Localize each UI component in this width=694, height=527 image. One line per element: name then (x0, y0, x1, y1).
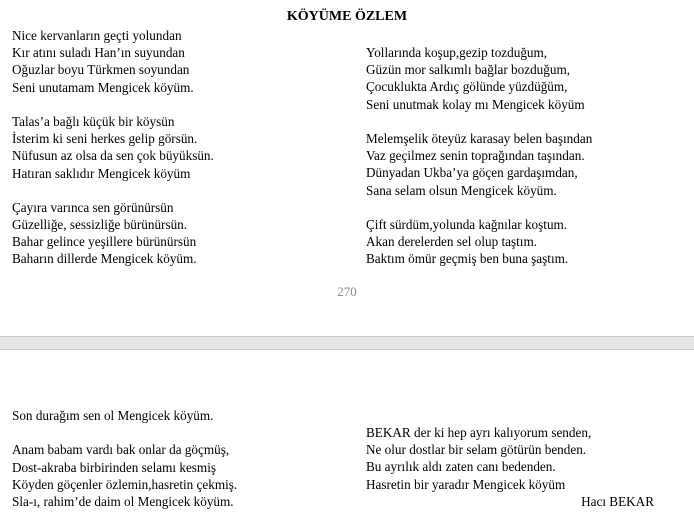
stanza-3 (12, 199, 214, 268)
verse-line: Kır atını suladı Han’ın suyundan (12, 45, 185, 61)
verse-line: Bahar gelince yeşillere bürünürsün (12, 234, 197, 250)
stanza-5 (366, 130, 592, 199)
verse-line: Yollarında koşup,gezip tozduğum, (366, 45, 548, 60)
verse-line: Dost-akraba birbirinden selamı kesmiş (12, 459, 216, 475)
verse-line: Vaz geçilmez senin toprağından taşından. (366, 148, 585, 164)
poem-title: KÖYÜME ÖZLEM (286, 9, 408, 24)
stanza-6 (366, 216, 592, 268)
verse-line: Çayıra varınca sen görünürsün (12, 199, 174, 215)
verse-line: Güzün mor salkımlı bağlar bozduğum, (366, 62, 571, 78)
verse-line: Hasretin bir yaradır Mengicek köyüm (366, 476, 566, 492)
verse-line: Baktım ömür geçmiş ben buna şaştım. (366, 251, 569, 267)
stanza-2 (12, 113, 214, 182)
stanza-7-end (12, 407, 237, 424)
stanza-9 (366, 424, 654, 510)
verse-line: Ne olur dostlar bir selam götürün benden. (366, 442, 587, 458)
verse-line: Çocuklukta Ardıç gölünde yüzdüğüm, (366, 79, 568, 95)
verse-line: Seni unutamam Mengicek köyüm. (12, 79, 194, 95)
verse-line: Melemşelik öteyüz karasay belen başından (366, 130, 593, 146)
verse-line: Talas’a bağlı küçük bir köysün (12, 113, 175, 129)
left-column (12, 27, 214, 285)
verse-line: Seni unutmak kolay mı Mengicek köyüm (366, 96, 585, 112)
stanza-4 (366, 44, 592, 113)
stanza-1 (12, 27, 214, 96)
verse-line: Akan derelerden sel olup taştım. (366, 234, 538, 250)
verse-line: Son durağım sen ol Mengicek köyüm. (12, 408, 214, 423)
verse-line: Nüfusun az olsa da sen çok büyüksün. (12, 148, 214, 164)
verse-line: Hatıran saklıdır Mengicek köyüm (12, 165, 191, 181)
verse-line: Oğuzlar boyu Türkmen soyundan (12, 62, 190, 78)
verse-line: İsterim ki seni herkes gelip görsün. (12, 131, 198, 147)
left-column-page-2 (12, 407, 237, 527)
stanza-8 (12, 441, 237, 510)
verse-line: BEKAR der ki hep ayrı kalıyorum senden, (366, 425, 592, 440)
page-separator (0, 336, 694, 350)
verse-line: Dünyadan Ukba’ya göçen gardaşımdan, (366, 165, 578, 181)
verse-line: Çift sürdüm,yolunda kağnılar koştum. (366, 216, 568, 232)
author-signature: Hacı BEKAR (581, 493, 654, 509)
verse-line: Güzelliğe, sessizliğe bürünürsün. (12, 217, 188, 233)
right-column (366, 44, 592, 285)
verse-line: Bu ayrılık aldı zaten canı bedenden. (366, 459, 556, 475)
right-column-page-2 (366, 424, 654, 510)
document-page-2 (0, 350, 694, 516)
verse-line: Köyden göçenler özlemin,hasretin çekmiş. (12, 476, 238, 492)
verse-line: Baharın dillerde Mengicek köyüm. (12, 251, 197, 267)
page-number: 270 (337, 284, 357, 299)
verse-line: Sana selam olsun Mengicek köyüm. (366, 182, 557, 198)
verse-line: Sla-ı, rahim’de daim ol Mengicek köyüm. (12, 493, 234, 509)
verse-line: Anam babam vardı bak onlar da göçmüş, (12, 442, 230, 458)
verse-line: Nice kervanların geçti yolundan (12, 28, 182, 43)
